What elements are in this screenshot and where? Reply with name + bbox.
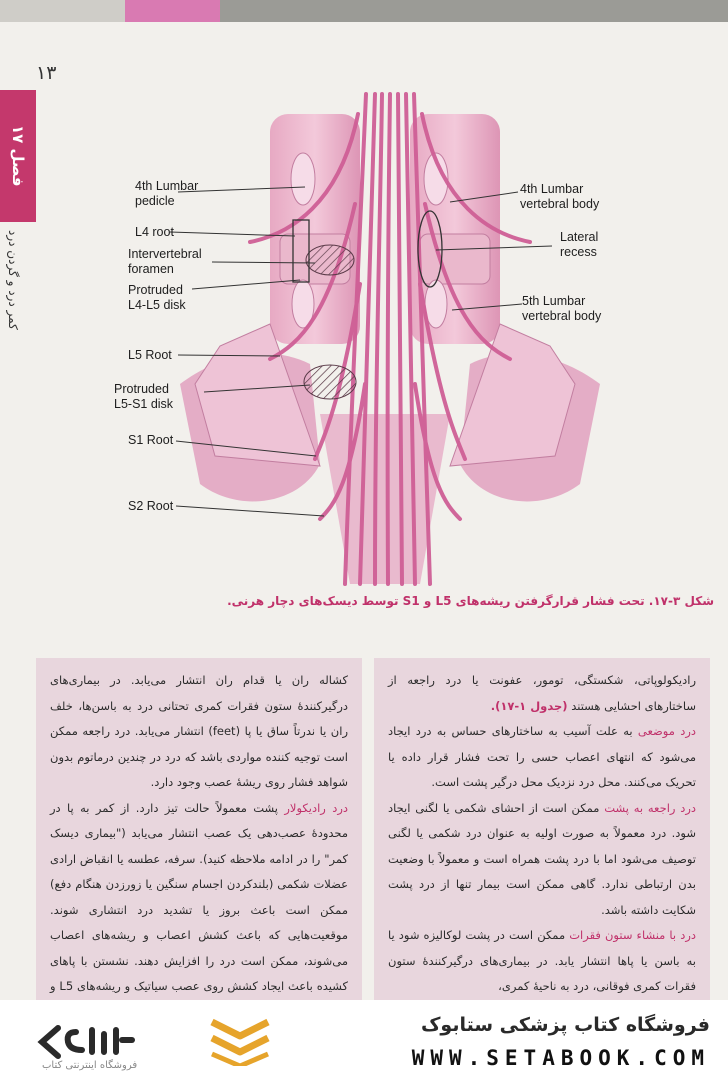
setabook-logo <box>36 1020 136 1064</box>
label-protruded-l4-l5-disk: Protruded L4-L5 disk <box>128 283 186 312</box>
section-heading: درد راجعه به پشت <box>604 800 697 815</box>
chapter-label: فصل ۱۷ <box>9 125 27 187</box>
text-column-right <box>374 658 710 1024</box>
paragraph <box>388 796 696 924</box>
page-number: ۱۳ <box>36 62 57 84</box>
paragraph-text: کشاله ران یا قدام ران انتشار می‌یابد. در بیماری‌های درگیرکنندهٔ ستون فقرات کمری تحتانی درد به باسن‌ها، خلف ران یا ندرتاً ساق یا پا (feet) انتشار می‌یابد. درد راجعه ممکن است توجیه کننده مواردی باشد که درد در چندین درماتوم بدون شواهد فشار روی ریشهٔ عصب وجود دارد. <box>50 673 348 789</box>
text-column-left <box>36 658 362 1024</box>
paragraph <box>388 719 696 796</box>
chevron-icon <box>208 1016 272 1066</box>
paragraph <box>50 668 348 796</box>
paragraph-text: ممکن است از احشای شکمی یا لگنی ایجاد شود. درد معمولاً به صورت اولیه به عنوان درد شکمی یا لگنی توصیف می‌شود اما با درد پشت همراه است و معمولاً با وضعیت بدن ارتباطی ندارد. گاهی ممکن است بیمار تنها از درد پشت شکایت داشته باشد. <box>388 800 696 917</box>
paragraph-text: ممکن است در پشت لوکالیزه شود یا به باسن یا پاها انتشار یابد. در بیماری‌های درگیرکنندهٔ ستون فقرات کمری فوقانی، درد به ناحیهٔ کمری، <box>388 928 696 993</box>
label-s1-root: S1 Root <box>128 433 174 447</box>
label-4th-lumbar-vertebral-body: 4th Lumbar vertebral body <box>520 182 600 211</box>
table-reference: (جدول ۱-۱۷). <box>490 698 568 713</box>
spine-figure <box>114 84 720 592</box>
label-l5-root: L5 Root <box>128 348 172 362</box>
label-intervertebral-foramen: Intervertebral foramen <box>128 247 202 276</box>
spine-illustration <box>120 84 720 592</box>
label-l4-root: L4 root <box>135 225 174 239</box>
paragraph <box>388 923 696 1000</box>
label-5th-lumbar-vertebral-body: 5th Lumbar vertebral body <box>522 294 602 323</box>
chapter-tab <box>0 90 36 222</box>
label-protruded-l5-s1-disk: Protruded L5-S1 disk <box>114 382 174 411</box>
section-heading: درد موضعی <box>637 724 697 738</box>
watermark-banner <box>0 1000 728 1080</box>
paragraph <box>388 668 696 719</box>
paragraph-text: به علت آسیب به ساختارهای حساس به درد ایجاد می‌شود که انتهای اعصاب حسی را تحت فشار قرار داده یا تحریک می‌کنند. محل درد نزدیک محل درگیر پشت است. <box>388 724 696 789</box>
store-name: فروشگاه کتاب پزشکی ستابوک <box>420 1014 710 1036</box>
label-4th-lumbar-pedicle: 4th Lumbar pedicle <box>135 179 199 208</box>
section-heading: درد رادیکولار <box>284 800 348 815</box>
logo-caption: فروشگاه اینترنتی کتاب <box>42 1060 138 1071</box>
chapter-title: کمر درد و گردن درد <box>6 230 20 330</box>
label-s2-root: S2 Root <box>128 499 174 513</box>
book-page <box>0 22 728 1002</box>
section-heading: درد با منشاء ستون فقرات <box>569 928 696 942</box>
paragraph-text: رادیکولوپاتی، شکستگی، تومور، عفونت یا درد راجعه از ساختارهای احشایی هستند <box>388 673 696 713</box>
label-lateral-recess: Lateral recess <box>560 230 599 259</box>
store-url[interactable]: WWW.SETABOOK.COM <box>411 1046 710 1070</box>
paragraph <box>50 796 348 1026</box>
paragraph-text: پشت معمولاً حالت تیز دارد. از کمر به پا در محدودهٔ عصب‌دهی یک عصب انتشار می‌یابد ("بیماری دیسک کمر" را در ادامه ملاحظه کنید). سرفه، عطسه یا انقباض ارادی عضلات شکمی (بلندکردن اجسام سنگین یا زورزدن هنگام دفع) ممکن است باعث بروز یا تشدید درد انتشاری شوند. موقعیت‌هایی که باعث کشش اعصاب و ریشه‌های اعصاب می‌شوند، ممکن است درد را افزایش دهند. نشستن با پاهای کشیده باعث ایجاد کشش روی عصب سیاتیک و ریشه‌های L5 و <box>50 800 348 993</box>
figure-caption: شکل ۳-۱۷. تحت فشار قرارگرفتن ریشه‌های L5 و S1 توسط دیسک‌های دچار هرنی. <box>227 594 714 608</box>
